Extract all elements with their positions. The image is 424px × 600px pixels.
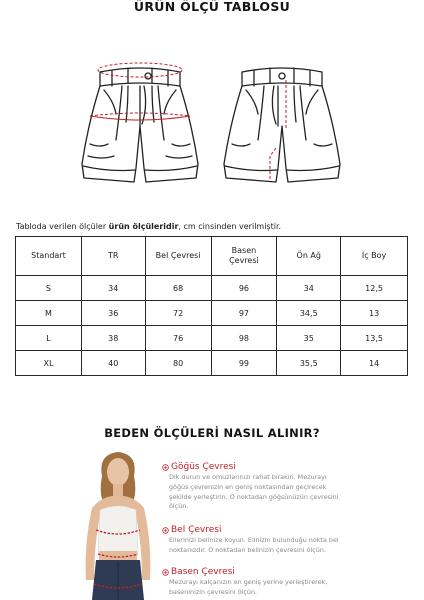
cell: 14 (341, 351, 408, 376)
header-standart: Standart (16, 237, 82, 276)
guide-gogus-cevresi (162, 462, 368, 512)
target-icon (162, 527, 169, 534)
cell: 40 (81, 351, 145, 376)
guide-description: Mezurayı kalçanızın en geniş yerine yerleştirerek, baseninizin çevresini ölçün. (169, 578, 328, 596)
table-note: Tabloda verilen ölçüler ürün ölçüleridir, cm cinsinden verilmiştir. (16, 222, 282, 231)
how-to-measure-title: BEDEN ÖLÇÜLERİ NASIL ALINIR? (104, 426, 320, 440)
guide-title: Bel Çevresi (171, 525, 222, 535)
table-row (16, 351, 408, 376)
cell: 34,5 (277, 301, 341, 326)
table-row (16, 276, 408, 301)
cell: 96 (211, 276, 277, 301)
cell: 80 (145, 351, 211, 376)
table-header-row (16, 237, 408, 276)
cell: XL (16, 351, 82, 376)
cell: 98 (211, 326, 277, 351)
header-tr: TR (81, 237, 145, 276)
guide-description: Dik durun ve omuzlarınızı rahat bırakın. Mezurayı göğüs çevrenizin en geniş noktasından geçirecek şekilde yerleştirin. O noktadan göğsünüzün çevresini ölçün. (169, 473, 339, 511)
cell: 13 (341, 301, 408, 326)
header-basen-cevresi: Basen Çevresi (211, 237, 277, 276)
target-icon (162, 464, 169, 471)
guide-description: Ellerinizi belinize koyun. Elinizin bulunduğu nokta bel noktanızdır. O noktadan belinizin çevresini ölçün. (169, 536, 339, 554)
shorts-back-illustration (212, 44, 352, 186)
guide-title: Göğüs Çevresi (171, 462, 236, 472)
cell: 34 (81, 276, 145, 301)
cell: 97 (211, 301, 277, 326)
cell: S (16, 276, 82, 301)
target-icon (162, 569, 169, 576)
cell: M (16, 301, 82, 326)
shorts-front-illustration (70, 44, 210, 186)
guide-title: Basen Çevresi (171, 567, 235, 577)
cell: 35 (277, 326, 341, 351)
cell: 38 (81, 326, 145, 351)
page-title: ÜRÜN ÖLÇÜ TABLOSU (133, 0, 291, 14)
model-photo (78, 448, 158, 600)
cell: 76 (145, 326, 211, 351)
table-row (16, 301, 408, 326)
guide-bel-cevresi (162, 525, 368, 556)
cell: 12,5 (341, 276, 408, 301)
size-table (15, 236, 408, 376)
header-ic-boy: İç Boy (341, 237, 408, 276)
header-bel-cevresi: Bel Çevresi (145, 237, 211, 276)
cell: 34 (277, 276, 341, 301)
header-on-ag: Ön Ağ (277, 237, 341, 276)
cell: 13,5 (341, 326, 408, 351)
cell: L (16, 326, 82, 351)
table-row (16, 326, 408, 351)
cell: 36 (81, 301, 145, 326)
cell: 99 (211, 351, 277, 376)
cell: 35,5 (277, 351, 341, 376)
cell: 72 (145, 301, 211, 326)
cell: 68 (145, 276, 211, 301)
guide-basen-cevresi (162, 567, 368, 598)
